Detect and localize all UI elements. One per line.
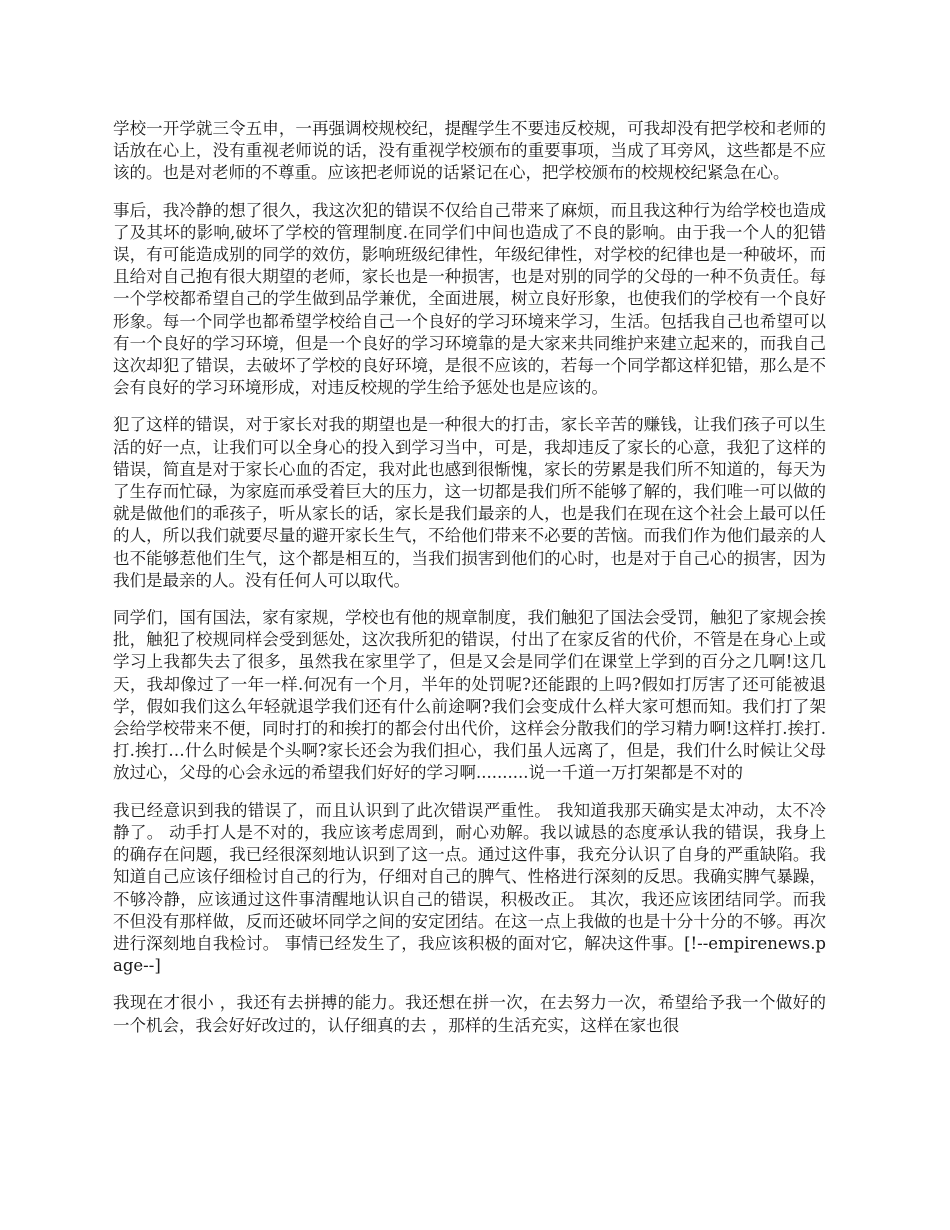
paragraph-1: 学校一开学就三令五申，一再强调校规校纪，提醒学生不要违反校规，可我却没有把学校和老师的话放在心上，没有重视老师说的话，没有重视学校颁布的重要事项，当成了耳旁风，这些都是不应该的。也是对老师的不尊重。应该把老师说的话紧记在心，把学校颁布的校规校纪紧急在心。 xyxy=(113,119,826,183)
paragraph-2: 事后，我冷静的想了很久，我这次犯的错误不仅给自己带来了麻烦，而且我这种行为给学校也造成了及其坏的影响,破坏了学校的管理制度.在同学们中间也造成了不良的影响。由于我一个人的犯错误，有可能造成别的同学的效仿，影响班级纪律性，年级纪律性，对学校的纪律也是一种破坏，而且给对自己抱有很大期望的老师，家长也是一种损害，也是对别的同学的父母的一种不负责任。每一个学校都希望自己的学生做到品学兼优，全面进展，树立良好形象，也使我们的学校有一个良好形象。每一个同学也都希望学校给自己一个良好的学习环境来学习，生活。包括我自己也希望可以有一个良好的学习环境，但是一个良好的学习环境靠的是大家来共同维护来建立起来的，而我自己这次却犯了错误，去破坏了学校的良好环境，是很不应该的，若每一个同学都这样犯错，那么是不会有良好的学习环境形成，对违反校规的学生给予惩处也是应该的。 xyxy=(113,200,826,398)
paragraph-6: 我现在才很小 ，我还有去拼搏的能力。我还想在拼一次，在去努力一次，希望给予我一个做好的一个机会，我会好好改过的，认仔细真的去 ，那样的生活充实，这样在家也很 xyxy=(113,993,826,1035)
paragraph-4: 同学们，国有国法，家有家规，学校也有他的规章制度，我们触犯了国法会受罚，触犯了家规会挨批，触犯了校规同样会受到惩处，这次我所犯的错误，付出了在家反省的代价，不管是在身心上或学习上我都失去了很多，虽然我在家里学了，但是又会是同学们在课堂上学到的百分之几啊!这几天，我却像过了一年一样.何况有一个月，半年的处罚呢?还能跟的上吗?假如打厉害了还可能被退学，假如我们这么年轻就退学我们还有什么前途啊?我们会变成什么样大家可想而知。我们打了架会给学校带来不便，同时打的和挨打的都会付出代价，这样会分散我们的学习精力啊!这样打.挨打.打.挨打…什么时候是个头啊?家长还会为我们担心，我们虽人远离了，但是，我们什么时候让父母放过心，父母的心会永远的希望我们好好的学习啊..........说一千道一万打架都是不对的 xyxy=(113,608,826,783)
paragraph-5: 我已经意识到我的错误了，而且认识到了此次错误严重性。 我知道我那天确实是太冲动，太不冷静了。 动手打人是不对的，我应该考虑周到，耐心劝解。我以诚恳的态度承认我的错误，我身上的确存在问题，我已经很深刻地认识到了这一点。通过这件事，我充分认识了自身的严重缺陷。我知道自己应该仔细检讨自己的行为，仔细对自己的脾气、性格进行深刻的反思。我确实脾气暴躁，不够冷静，应该通过这件事清醒地认识自己的错误，积极改正。 其次，我还应该团结同学。而我不但没有那样做，反而还破坏同学之间的安定团结。在这一点上我做的也是十分十分的不够。再次进行深刻地自我检讨。 事情已经发生了，我应该积极的面对它，解决这件事。[!--empirenews.page--] xyxy=(113,800,826,976)
paragraph-3: 犯了这样的错误，对于家长对我的期望也是一种很大的打击，家长辛苦的赚钱，让我们孩子可以生活的好一点，让我们可以全身心的投入到学习当中，可是，我却违反了家长的心意，我犯了这样的错误，简直是对于家长心血的否定，我对此也感到很惭愧，家长的劳累是我们所不知道的，每天为了生存而忙碌，为家庭而承受着巨大的压力，这一切都是我们所不能够了解的，我们唯一可以做的就是做他们的乖孩子，听从家长的话，家长是我们最亲的人，也是我们在现在这个社会上最可以任的人，所以我们就要尽量的避开家长生气，不给他们带来不必要的苦恼。而我们作为他们最亲的人也不能够惹他们生气，这个都是相互的，当我们损害到他们的心时，也是对于自己心的损害，因为我们是最亲的人。没有任何人可以取代。 xyxy=(113,415,826,590)
document-body xyxy=(113,118,826,1052)
